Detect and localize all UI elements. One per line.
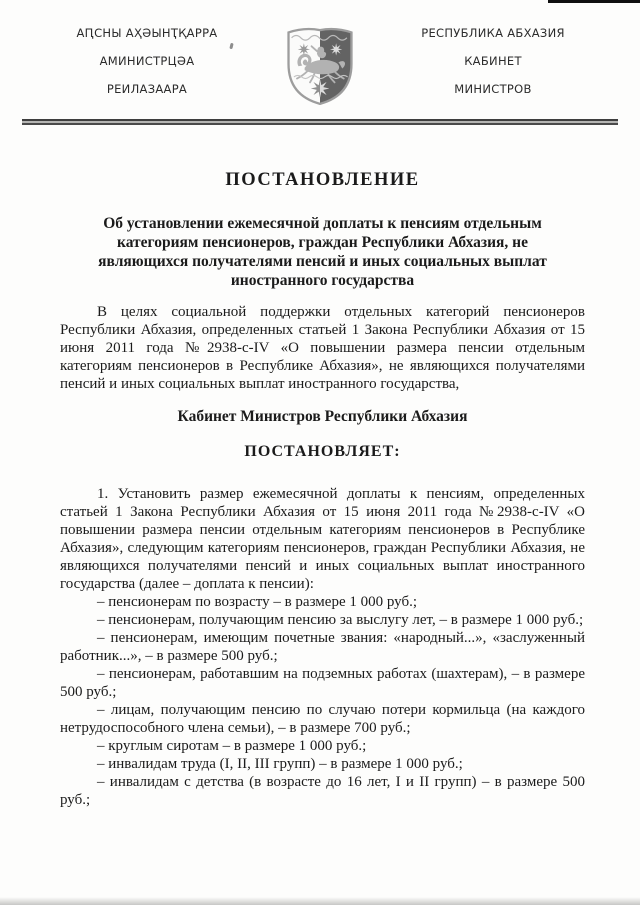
document-body bbox=[0, 170, 640, 809]
item-1-paragraph: 1. Установить размер ежемесячной доплаты к пенсиям, определенных статьей 1 Закона Республики Абхазия от 15 июня 2011 года №2938-с-IV «О повышении размера пенсии отдельным категориям пенсионеров в Республике Абхазия», следующим категориям пенсионеров, граждан Республики Абхазия, не являющихся получателями пенсий и иных социальных выплат иностранного государства (далее – доплата к пенсии): bbox=[60, 486, 585, 592]
letterhead-left-line-1: АԤСНЫ АҲӘЫНҬҚАРРА bbox=[76, 26, 218, 40]
letterhead-left-line-3: РЕИЛАЗААРА bbox=[106, 82, 188, 96]
abkhazia-coat-of-arms-icon bbox=[268, 24, 372, 110]
benefit-list-item: – пенсионерам, имеющим почетные звания: «народный...», «заслуженный работник...», – в размере 500 руб.; bbox=[60, 630, 585, 664]
benefit-list-item: – круглым сиротам – в размере 1 000 руб.; bbox=[97, 738, 367, 754]
letterhead-left-abkhazian bbox=[26, 24, 268, 111]
letterhead-right-line-3: МИНИСТРОВ bbox=[454, 82, 532, 96]
document-subtitle: Об установлении ежемесячной доплаты к пенсиям отдельным категориям пенсионеров, граждан Республики Абхазия, не являющихся получателями пенсий и иных социальных выплат иностранного государства bbox=[98, 215, 547, 289]
benefit-list-item: – пенсионерам по возрасту – в размере 1 000 руб.; bbox=[97, 594, 418, 610]
letterhead-divider-rule bbox=[22, 119, 618, 125]
letterhead-right-russian bbox=[372, 24, 614, 111]
benefit-list-item: – лицам, получающим пенсию по случаю потери кормильца (на каждого нетрудоспособного члена семьи), – в размере 700 руб.; bbox=[60, 702, 585, 736]
letterhead-right-line-1: РЕСПУБЛИКА АБХАЗИЯ bbox=[421, 26, 565, 40]
benefit-list bbox=[60, 593, 585, 809]
document-title: ПОСТАНОВЛЕНИЕ bbox=[225, 170, 420, 190]
benefit-list-item: – пенсионерам, работавшим на подземных работах (шахтерам), – в размере 500 руб.; bbox=[60, 666, 585, 700]
letterhead bbox=[0, 0, 640, 111]
scan-artifact-bottom-band bbox=[0, 897, 640, 905]
resolves-line: ПОСТАНОВЛЯЕТ: bbox=[244, 443, 401, 460]
letterhead-right-line-2: КАБИНЕТ bbox=[464, 54, 522, 68]
scan-artifact-top-bar bbox=[548, 0, 640, 3]
benefit-list-item: – инвалидам труда (I, II, III групп) – в размере 1 000 руб.; bbox=[97, 756, 463, 772]
benefit-list-item: – инвалидам с детства (в возрасте до 16 лет, I и II групп) – в размере 500 руб.; bbox=[60, 774, 585, 808]
benefit-list-item: – пенсионерам, получающим пенсию за выслугу лет, – в размере 1 000 руб.; bbox=[97, 612, 584, 628]
authority-line: Кабинет Министров Республики Абхазия bbox=[177, 408, 468, 425]
preamble-paragraph: В целях социальной поддержки отдельных категорий пенсионеров Республики Абхазия, определенных статьей 1 Закона Республики Абхазия от 15 июня 2011 года №2938-с-IV «О повышении размера пенсии отдельным категориям пенсионеров в Республике Абхазия», не являющихся получателями пенсий и иных социальных выплат иностранного государства, bbox=[60, 304, 585, 392]
letterhead-left-line-2: АМИНИСТРЦӘА bbox=[99, 54, 195, 68]
